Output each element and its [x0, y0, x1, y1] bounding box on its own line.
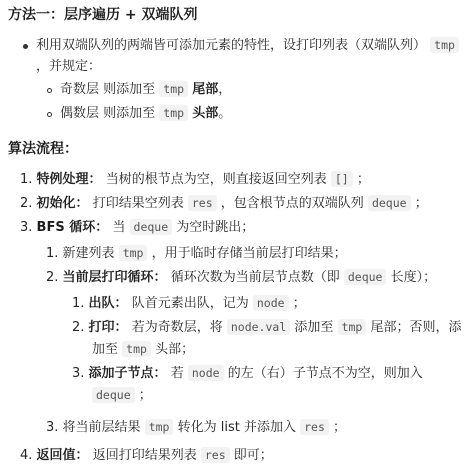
step-number: 3.: [72, 366, 85, 381]
code-res: res: [188, 195, 217, 211]
rule-emphasis: 头部: [192, 106, 219, 121]
step-text: 将当前层结果: [62, 420, 141, 435]
step-text: 当树的根节点为空，则直接返回空列表: [105, 172, 327, 187]
step-text: 的左（右）子节点不为空，则加入: [227, 366, 423, 381]
step-label: 添加子节点：: [88, 366, 167, 381]
rule-end: 。: [218, 106, 232, 121]
code-res: res: [300, 419, 329, 435]
step-3-2-2: [72, 318, 461, 337]
step-label: 当前层打印循环：: [62, 270, 167, 285]
step-text: 添加至: [294, 320, 334, 335]
step-text: 长度）；: [390, 270, 437, 285]
flow-title: 算法流程：: [8, 141, 78, 157]
code-deque: deque: [368, 195, 411, 211]
code-tmp: tmp: [159, 81, 188, 97]
step-text: 队首元素出队，记为: [131, 296, 249, 311]
step-4: [20, 446, 273, 465]
step-number: 1.: [46, 246, 59, 261]
code-node: node: [253, 295, 289, 311]
code-tmp: tmp: [122, 341, 151, 357]
step-1: [20, 170, 370, 189]
step-end: ；: [333, 420, 347, 435]
step-text: 为空时跳出；: [176, 220, 255, 235]
code-tmp: tmp: [430, 37, 459, 53]
intro-line-2: ，并规定：: [36, 59, 102, 74]
step-end: ；: [292, 296, 306, 311]
step-end: ；: [414, 196, 428, 211]
code-node: node: [188, 365, 224, 381]
step-3-2: [46, 268, 436, 287]
step-text: 即可；: [233, 448, 273, 463]
step-number: 2.: [72, 320, 85, 335]
step-3: [20, 218, 254, 237]
intro-line-1: [36, 36, 459, 55]
step-3-2-1: [72, 294, 306, 313]
code-deque: deque: [130, 219, 173, 235]
step-text: 当: [112, 220, 126, 235]
rule-even: [60, 104, 231, 123]
step-number: 4.: [20, 448, 33, 463]
step-3-2-3: [72, 364, 423, 383]
step-text: 新建列表: [62, 246, 115, 261]
step-number: 2.: [46, 270, 59, 285]
code-tmp: tmp: [145, 419, 174, 435]
step-text: 加至: [92, 342, 119, 357]
step-text: 转化为 list 并添加入: [177, 420, 296, 435]
step-text: ，用于临时存储当前层打印结果；: [151, 246, 347, 261]
step-3-1: [46, 244, 347, 263]
step-end: ；: [138, 388, 152, 403]
code-tmp: tmp: [119, 245, 148, 261]
code-deque: deque: [344, 269, 387, 285]
code-empty-list: []: [331, 171, 353, 187]
bullet-hollow-icon: [47, 112, 52, 117]
section-title: 方法一：层序遍历 + 双端队列: [8, 7, 198, 23]
step-label: 出队：: [88, 296, 128, 311]
step-end: ；: [356, 172, 370, 187]
step-number: 2.: [20, 196, 33, 211]
step-text: 若: [170, 366, 184, 381]
step-number: 1.: [20, 172, 33, 187]
step-3-3: [46, 418, 346, 437]
rule-emphasis: 尾部: [192, 82, 219, 97]
rule-text: 偶数层 则添加至: [60, 106, 156, 121]
step-text: 头部；: [155, 342, 195, 357]
intro-text: 利用双端队列的两端皆可添加元素的特性，设打印列表（双端队列）: [36, 38, 427, 53]
step-text: 尾部；否则，添: [370, 320, 462, 335]
step-label: 返回值：: [36, 448, 89, 463]
code-tmp: tmp: [159, 105, 188, 121]
step-label: BFS 循环：: [36, 220, 109, 235]
rule-end: ，: [218, 82, 232, 97]
step-text: 若为奇数层，将: [131, 320, 223, 335]
bullet-hollow-icon: [47, 88, 52, 93]
code-res: res: [201, 447, 230, 463]
step-label: 初始化：: [36, 196, 89, 211]
bullet-icon: [23, 44, 28, 49]
step-number: 3.: [20, 220, 33, 235]
step-text: 打印结果空列表: [92, 196, 184, 211]
step-label: 打印：: [88, 320, 128, 335]
step-3-2-2-cont: [92, 340, 194, 359]
code-deque: deque: [92, 387, 135, 403]
step-text: 循环次数为当前层节点数（即: [170, 270, 340, 285]
code-node-val: node.val: [227, 319, 290, 335]
rule-text: 奇数层 则添加至: [60, 82, 156, 97]
code-tmp: tmp: [338, 319, 367, 335]
step-number: 3.: [46, 420, 59, 435]
step-label: 特例处理：: [36, 172, 102, 187]
rule-odd: [60, 80, 231, 99]
step-3-2-3-cont: [92, 386, 152, 405]
step-number: 1.: [72, 296, 85, 311]
step-text: 返回打印结果列表: [92, 448, 197, 463]
step-text: ，包含根节点的双端队列: [220, 196, 364, 211]
step-2: [20, 194, 428, 213]
